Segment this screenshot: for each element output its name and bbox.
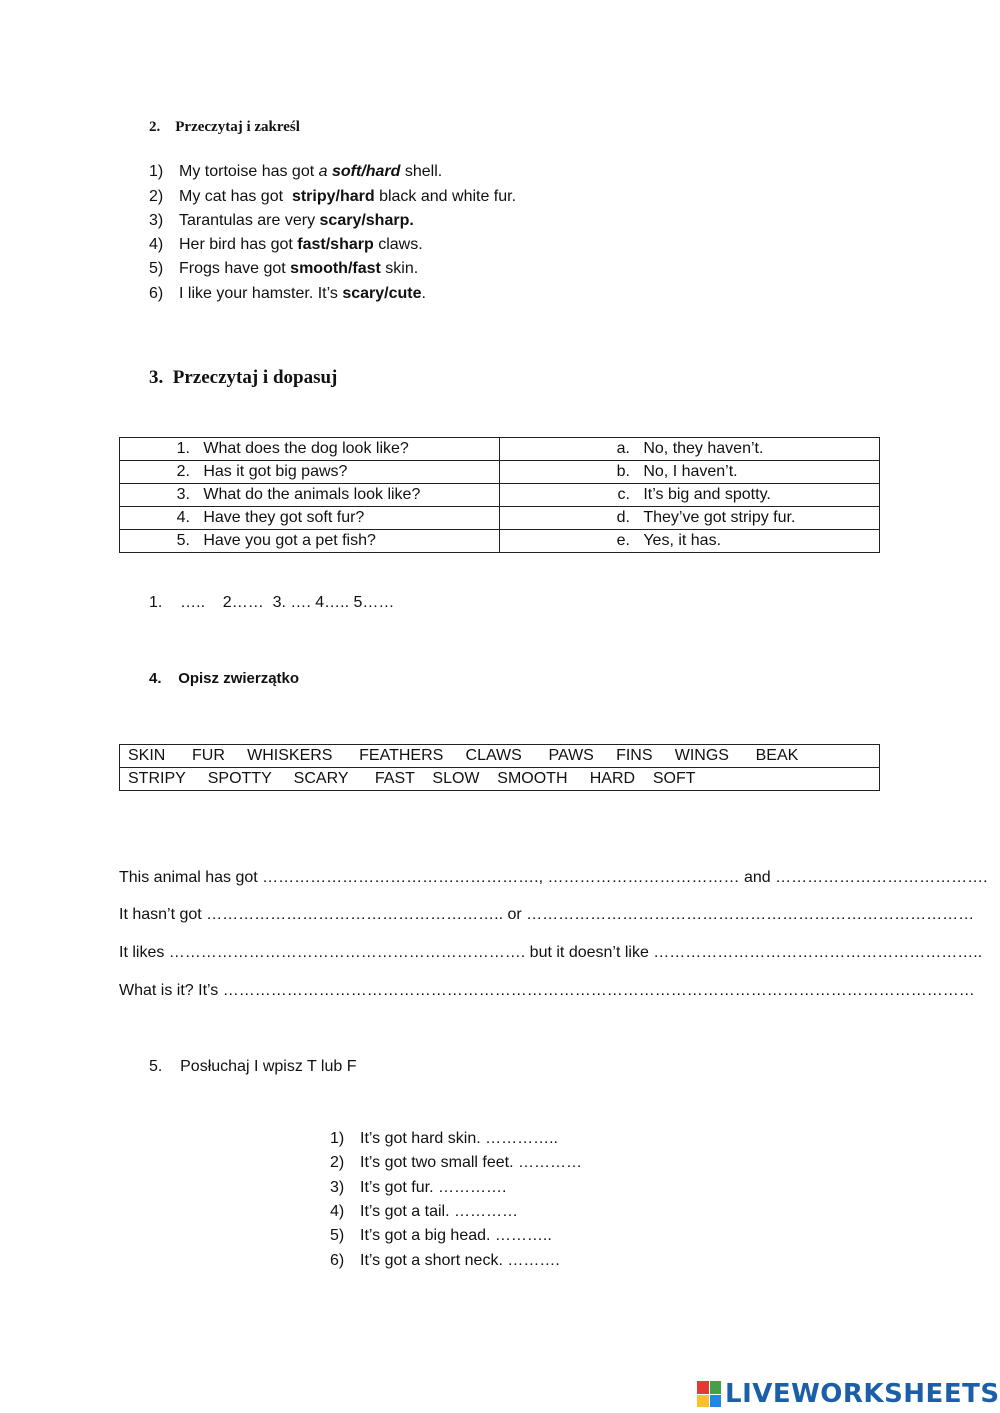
- logo-text: LIVEWORKSHEETS: [725, 1379, 1000, 1409]
- liveworksheets-logo[interactable]: [697, 1377, 1000, 1411]
- table-row: [120, 438, 880, 461]
- answer-text: Yes, it has.: [643, 532, 722, 549]
- question-number: 1.: [176, 440, 190, 457]
- item-text-end: skin.: [380, 260, 419, 277]
- question-number: 2.: [176, 463, 190, 480]
- list-item[interactable]: [330, 1200, 518, 1224]
- list-item[interactable]: [330, 1176, 506, 1200]
- item-text: It’s got a short neck. ……….: [360, 1252, 560, 1269]
- item-number: 2): [149, 188, 164, 205]
- logo-mark-icon: [697, 1381, 721, 1407]
- question-text: Have you got a pet fish?: [203, 532, 376, 549]
- item-text: It’s got a tail. …………: [360, 1203, 518, 1220]
- section-4-heading: [149, 670, 299, 687]
- section-5-title: Posłuchaj I wpisz T lub F: [180, 1058, 357, 1075]
- section-2-number: 2.: [149, 119, 161, 135]
- choice-words[interactable]: soft/hard: [331, 163, 401, 180]
- table-row: [120, 507, 880, 530]
- list-item: [149, 233, 423, 257]
- answer-letter: d.: [616, 509, 630, 526]
- list-item[interactable]: [330, 1224, 552, 1248]
- answer-text: No, they haven’t.: [643, 440, 764, 457]
- matching-answer-line[interactable]: 1. ….. 2…… 3. …. 4….. 5……: [149, 594, 395, 611]
- item-text: It’s got a big head. ………..: [360, 1227, 552, 1244]
- item-text: It’s got two small feet. …………: [360, 1154, 582, 1171]
- item-text-end: claws.: [373, 236, 423, 253]
- item-number: 1): [149, 163, 164, 180]
- description-line-4[interactable]: What is it? It’s ……………………………………………………………………………………………………………………………: [119, 982, 975, 999]
- item-text: It’s got hard skin. …………..: [360, 1130, 558, 1147]
- section-3-heading: [149, 367, 337, 389]
- item-text: Her bird has got: [179, 236, 298, 253]
- item-text: My tortoise has got: [179, 163, 319, 180]
- item-text: It’s got fur. ………….: [360, 1179, 507, 1196]
- item-number: 1): [330, 1130, 345, 1147]
- matching-table: [119, 437, 880, 553]
- table-row: [120, 530, 880, 553]
- choice-words[interactable]: scary/cute: [342, 285, 422, 302]
- choice-words[interactable]: scary/sharp.: [319, 212, 414, 229]
- answer-letter: a.: [616, 440, 630, 457]
- list-item: [149, 209, 414, 233]
- question-number: 4.: [176, 509, 190, 526]
- answer-text: No, I haven’t.: [643, 463, 738, 480]
- item-number: 5): [330, 1227, 345, 1244]
- list-item: [149, 257, 418, 281]
- word-bank-adjectives: STRIPY SPOTTY SCARY FAST SLOW SMOOTH HARD SOFT: [120, 768, 880, 791]
- choice-words[interactable]: smooth/fast: [290, 260, 381, 277]
- list-item[interactable]: [330, 1151, 582, 1175]
- question-number: 3.: [176, 486, 190, 503]
- item-text: Frogs have got: [179, 260, 291, 277]
- answer-text: They’ve got stripy fur.: [643, 509, 796, 526]
- table-row: [120, 745, 880, 768]
- item-text-end: shell.: [400, 163, 443, 180]
- question-text: What do the animals look like?: [203, 486, 421, 503]
- section-3-title: Przeczytaj i dopasuj: [172, 367, 338, 388]
- section-2-title: Przeczytaj i zakreśl: [175, 119, 300, 135]
- section-5-number: 5.: [149, 1058, 163, 1075]
- section-2-heading: [149, 119, 300, 136]
- item-number: 3): [149, 212, 164, 229]
- choice-words[interactable]: fast/sharp: [297, 236, 374, 253]
- item-text-end: black and white fur.: [374, 188, 517, 205]
- item-number: 6): [149, 285, 164, 302]
- item-text: I like your hamster. It’s: [179, 285, 343, 302]
- item-number: 4): [149, 236, 164, 253]
- answer-letter: b.: [616, 463, 630, 480]
- question-number: 5.: [176, 532, 190, 549]
- question-text: Has it got big paws?: [203, 463, 348, 480]
- table-row: [120, 461, 880, 484]
- word-bank-table: [119, 744, 880, 791]
- item-number: 6): [330, 1252, 345, 1269]
- answer-text: It’s big and spotty.: [643, 486, 771, 503]
- answer-letter: e.: [616, 532, 630, 549]
- item-text: My cat has got: [179, 188, 292, 205]
- list-item: [149, 160, 442, 184]
- description-line-3[interactable]: It likes …………………………………………………………. but it doesn’t like ……………………………………………………..: [119, 944, 983, 961]
- table-row: [120, 768, 880, 791]
- section-4-number: 4.: [149, 670, 162, 687]
- item-number: 3): [330, 1179, 345, 1196]
- description-line-1[interactable]: This animal has got ……………………………………………., ……………………………… and ………………………………….: [119, 869, 988, 886]
- question-text: What does the dog look like?: [203, 440, 409, 457]
- item-italic: a: [318, 163, 332, 180]
- list-item[interactable]: [330, 1127, 558, 1151]
- answer-letter: c.: [617, 486, 630, 503]
- table-row: [120, 484, 880, 507]
- section-5-heading: [149, 1058, 357, 1076]
- item-number: 2): [330, 1154, 345, 1171]
- list-item[interactable]: [330, 1249, 560, 1273]
- item-number: 5): [149, 260, 164, 277]
- description-line-2[interactable]: It hasn’t got ……………………………………………….. or …………………………………………………………………………: [119, 906, 975, 923]
- list-item: [149, 282, 426, 306]
- item-number: 4): [330, 1203, 345, 1220]
- word-bank-nouns: SKIN FUR WHISKERS FEATHERS CLAWS PAWS FINS WINGS BEAK: [120, 745, 880, 768]
- section-3-number: 3.: [149, 367, 164, 388]
- question-text: Have they got soft fur?: [203, 509, 365, 526]
- list-item: [149, 185, 516, 209]
- item-text-end: .: [421, 285, 426, 302]
- section-4-title: Opisz zwierzątko: [178, 670, 300, 687]
- item-text: Tarantulas are very: [179, 212, 320, 229]
- choice-words[interactable]: stripy/hard: [291, 188, 375, 205]
